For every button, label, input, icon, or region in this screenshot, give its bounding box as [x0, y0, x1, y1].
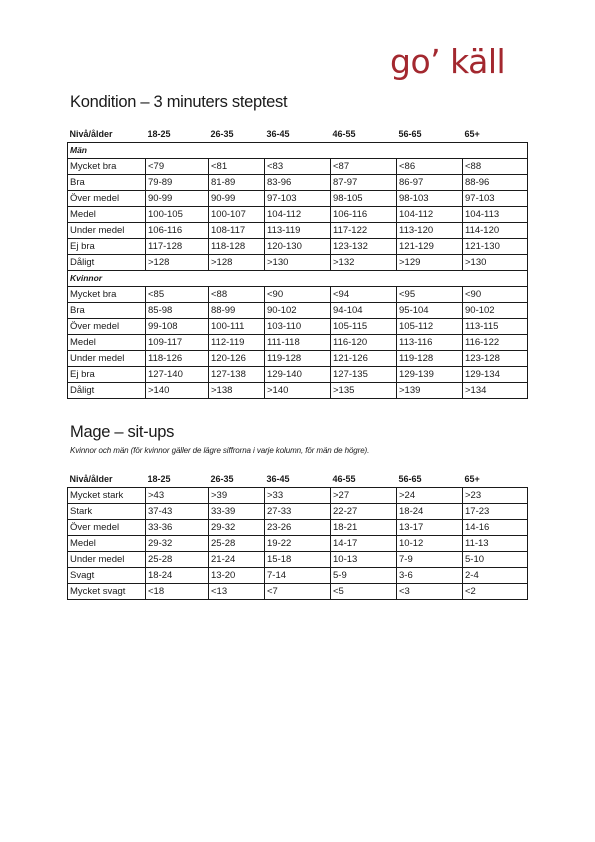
group-row — [68, 271, 528, 287]
table-cell: 18-24 — [146, 568, 209, 584]
table-cell: 121-129 — [397, 239, 463, 255]
table-cell: 10-12 — [397, 536, 463, 552]
table-row — [68, 568, 528, 584]
table-cell: 103-110 — [265, 319, 331, 335]
column-header: 36-45 — [266, 474, 290, 484]
group-label: Kvinnor — [68, 271, 528, 287]
table-cell: <83 — [265, 159, 331, 175]
table-cell: 88-96 — [463, 175, 528, 191]
condition-section-title: Kondition – 3 minuters steptest — [70, 93, 288, 111]
table-cell: >134 — [463, 383, 528, 399]
level-label: Mycket bra — [68, 287, 146, 303]
table-cell: <85 — [146, 287, 209, 303]
level-label: Under medel — [68, 351, 146, 367]
table-cell: >135 — [331, 383, 397, 399]
table-cell: 114-120 — [463, 223, 528, 239]
table-row — [68, 351, 528, 367]
table-cell: 25-28 — [209, 536, 265, 552]
table-cell: 100-107 — [209, 207, 265, 223]
column-header: 36-45 — [266, 129, 290, 139]
table-cell: <88 — [209, 287, 265, 303]
table-cell: 123-128 — [463, 351, 528, 367]
table-cell: 117-128 — [146, 239, 209, 255]
table-cell: >128 — [209, 255, 265, 271]
column-header: 46-55 — [332, 129, 356, 139]
table-cell: 129-139 — [397, 367, 463, 383]
table-header-row — [68, 472, 528, 488]
table-cell: 29-32 — [146, 536, 209, 552]
table-cell: 120-130 — [265, 239, 331, 255]
column-header: 56-65 — [398, 129, 422, 139]
table-row — [68, 175, 528, 191]
table-cell: 113-116 — [397, 335, 463, 351]
table-cell: 13-17 — [397, 520, 463, 536]
table-cell: 3-6 — [397, 568, 463, 584]
table-cell: 11-13 — [463, 536, 528, 552]
table-cell: 109-117 — [146, 335, 209, 351]
table-cell: >23 — [463, 488, 528, 504]
level-label: Över medel — [68, 319, 146, 335]
brand-logo: go’ käll — [390, 42, 506, 81]
table-cell: 113-120 — [397, 223, 463, 239]
column-header: 46-55 — [332, 474, 356, 484]
table-cell: 104-113 — [463, 207, 528, 223]
level-label: Medel — [68, 536, 146, 552]
table-cell: <81 — [209, 159, 265, 175]
table-cell: 87-97 — [331, 175, 397, 191]
table-cell: 90-99 — [209, 191, 265, 207]
table-cell: 116-122 — [463, 335, 528, 351]
table-cell: 100-105 — [146, 207, 209, 223]
table-cell: 15-18 — [265, 552, 331, 568]
table-row — [68, 239, 528, 255]
table-cell: 27-33 — [265, 504, 331, 520]
table-cell: >140 — [146, 383, 209, 399]
table-cell: 86-97 — [397, 175, 463, 191]
table-cell: 85-98 — [146, 303, 209, 319]
situps-table — [67, 472, 528, 600]
table-cell: 81-89 — [209, 175, 265, 191]
steptest-table-body — [68, 127, 528, 399]
column-header: 56-65 — [398, 474, 422, 484]
table-row — [68, 303, 528, 319]
table-cell: 23-26 — [265, 520, 331, 536]
level-label: Under medel — [68, 552, 146, 568]
table-cell: <95 — [397, 287, 463, 303]
table-row — [68, 383, 528, 399]
table-cell: 118-128 — [209, 239, 265, 255]
table-cell: <3 — [397, 584, 463, 600]
table-cell: >140 — [265, 383, 331, 399]
table-cell: >138 — [209, 383, 265, 399]
table-cell: 18-24 — [397, 504, 463, 520]
table-cell: 88-99 — [209, 303, 265, 319]
table-cell: <79 — [146, 159, 209, 175]
table-cell: >129 — [397, 255, 463, 271]
table-cell: 90-102 — [265, 303, 331, 319]
table-row — [68, 255, 528, 271]
table-cell: 111-118 — [265, 335, 331, 351]
table-cell: 120-126 — [209, 351, 265, 367]
table-cell: 95-104 — [397, 303, 463, 319]
level-label: Bra — [68, 303, 146, 319]
level-label: Mycket bra — [68, 159, 146, 175]
column-header: 18-25 — [147, 129, 171, 139]
situps-section-title: Mage – sit-ups — [70, 423, 175, 441]
table-cell: 121-130 — [463, 239, 528, 255]
table-cell: >27 — [331, 488, 397, 504]
table-cell: >24 — [397, 488, 463, 504]
table-cell: 129-134 — [463, 367, 528, 383]
table-cell: >132 — [331, 255, 397, 271]
table-cell: 123-132 — [331, 239, 397, 255]
level-label: Mycket svagt — [68, 584, 146, 600]
table-cell: <2 — [463, 584, 528, 600]
table-row — [68, 335, 528, 351]
column-header: 26-35 — [210, 474, 234, 484]
table-cell: >39 — [209, 488, 265, 504]
table-cell: 7-9 — [397, 552, 463, 568]
table-cell: 13-20 — [209, 568, 265, 584]
table-cell: 121-126 — [331, 351, 397, 367]
level-label: Bra — [68, 175, 146, 191]
table-cell: 14-16 — [463, 520, 528, 536]
table-cell: 99-108 — [146, 319, 209, 335]
table-cell: 90-102 — [463, 303, 528, 319]
table-cell: 21-24 — [209, 552, 265, 568]
table-cell: <86 — [397, 159, 463, 175]
situps-table-body — [68, 472, 528, 600]
table-cell: 105-115 — [331, 319, 397, 335]
table-cell: 37-43 — [146, 504, 209, 520]
table-cell: 94-104 — [331, 303, 397, 319]
table-cell: 113-115 — [463, 319, 528, 335]
table-cell: <90 — [265, 287, 331, 303]
table-cell: 127-140 — [146, 367, 209, 383]
table-row — [68, 287, 528, 303]
table-row — [68, 191, 528, 207]
level-label: Ej bra — [68, 239, 146, 255]
table-cell: 90-99 — [146, 191, 209, 207]
table-cell: 19-22 — [265, 536, 331, 552]
table-row — [68, 159, 528, 175]
table-cell: >130 — [463, 255, 528, 271]
table-cell: <13 — [209, 584, 265, 600]
column-header: 18-25 — [147, 474, 171, 484]
column-header: Nivå/ålder — [69, 474, 113, 484]
table-row — [68, 584, 528, 600]
level-label: Dåligt — [68, 383, 146, 399]
table-cell: 83-96 — [265, 175, 331, 191]
situps-note: Kvinnor och män (för kvinnor gäller de lägre siffrorna i varje kolumn, för män de högre). — [70, 446, 370, 455]
table-cell: >130 — [265, 255, 331, 271]
table-cell: 29-32 — [209, 520, 265, 536]
table-row — [68, 319, 528, 335]
table-cell: 129-140 — [265, 367, 331, 383]
level-label: Under medel — [68, 223, 146, 239]
table-row — [68, 367, 528, 383]
level-label: Mycket stark — [68, 488, 146, 504]
table-cell: 116-120 — [331, 335, 397, 351]
table-row — [68, 520, 528, 536]
table-cell: 25-28 — [146, 552, 209, 568]
level-label: Medel — [68, 335, 146, 351]
table-cell: 18-21 — [331, 520, 397, 536]
table-cell: <18 — [146, 584, 209, 600]
table-cell: 104-112 — [265, 207, 331, 223]
table-cell: 118-126 — [146, 351, 209, 367]
table-row — [68, 552, 528, 568]
table-row — [68, 207, 528, 223]
table-cell: 119-128 — [265, 351, 331, 367]
level-label: Svagt — [68, 568, 146, 584]
steptest-table — [67, 127, 528, 399]
column-header: Nivå/ålder — [69, 129, 113, 139]
column-header: 26-35 — [210, 129, 234, 139]
table-cell: <90 — [463, 287, 528, 303]
table-cell: 97-103 — [265, 191, 331, 207]
table-cell: 106-116 — [331, 207, 397, 223]
table-cell: <5 — [331, 584, 397, 600]
table-row — [68, 504, 528, 520]
group-row — [68, 143, 528, 159]
table-cell: >139 — [397, 383, 463, 399]
table-cell: 113-119 — [265, 223, 331, 239]
table-cell: 104-112 — [397, 207, 463, 223]
table-cell: 108-117 — [209, 223, 265, 239]
table-cell: 10-13 — [331, 552, 397, 568]
table-cell: 14-17 — [331, 536, 397, 552]
table-cell: <7 — [265, 584, 331, 600]
level-label: Dåligt — [68, 255, 146, 271]
table-cell: >128 — [146, 255, 209, 271]
column-header: 65+ — [464, 129, 480, 139]
level-label: Över medel — [68, 191, 146, 207]
table-cell: <87 — [331, 159, 397, 175]
table-row — [68, 223, 528, 239]
table-cell: <94 — [331, 287, 397, 303]
table-cell: 2-4 — [463, 568, 528, 584]
table-cell: 105-112 — [397, 319, 463, 335]
table-cell: 112-119 — [209, 335, 265, 351]
level-label: Stark — [68, 504, 146, 520]
table-cell: >43 — [146, 488, 209, 504]
table-cell: 98-103 — [397, 191, 463, 207]
table-cell: 33-39 — [209, 504, 265, 520]
column-header: 65+ — [464, 474, 480, 484]
table-header-row — [68, 127, 528, 143]
level-label: Medel — [68, 207, 146, 223]
table-row — [68, 488, 528, 504]
table-cell: 5-10 — [463, 552, 528, 568]
level-label: Ej bra — [68, 367, 146, 383]
table-cell: <88 — [463, 159, 528, 175]
table-cell: 7-14 — [265, 568, 331, 584]
table-cell: 79-89 — [146, 175, 209, 191]
table-cell: 100-111 — [209, 319, 265, 335]
table-cell: 17-23 — [463, 504, 528, 520]
level-label: Över medel — [68, 520, 146, 536]
table-cell: 98-105 — [331, 191, 397, 207]
table-row — [68, 536, 528, 552]
table-cell: 5-9 — [331, 568, 397, 584]
group-label: Män — [68, 143, 528, 159]
table-cell: 127-138 — [209, 367, 265, 383]
table-cell: >33 — [265, 488, 331, 504]
table-cell: 127-135 — [331, 367, 397, 383]
table-cell: 106-116 — [146, 223, 209, 239]
table-cell: 33-36 — [146, 520, 209, 536]
table-cell: 119-128 — [397, 351, 463, 367]
table-cell: 117-122 — [331, 223, 397, 239]
table-cell: 22-27 — [331, 504, 397, 520]
table-cell: 97-103 — [463, 191, 528, 207]
